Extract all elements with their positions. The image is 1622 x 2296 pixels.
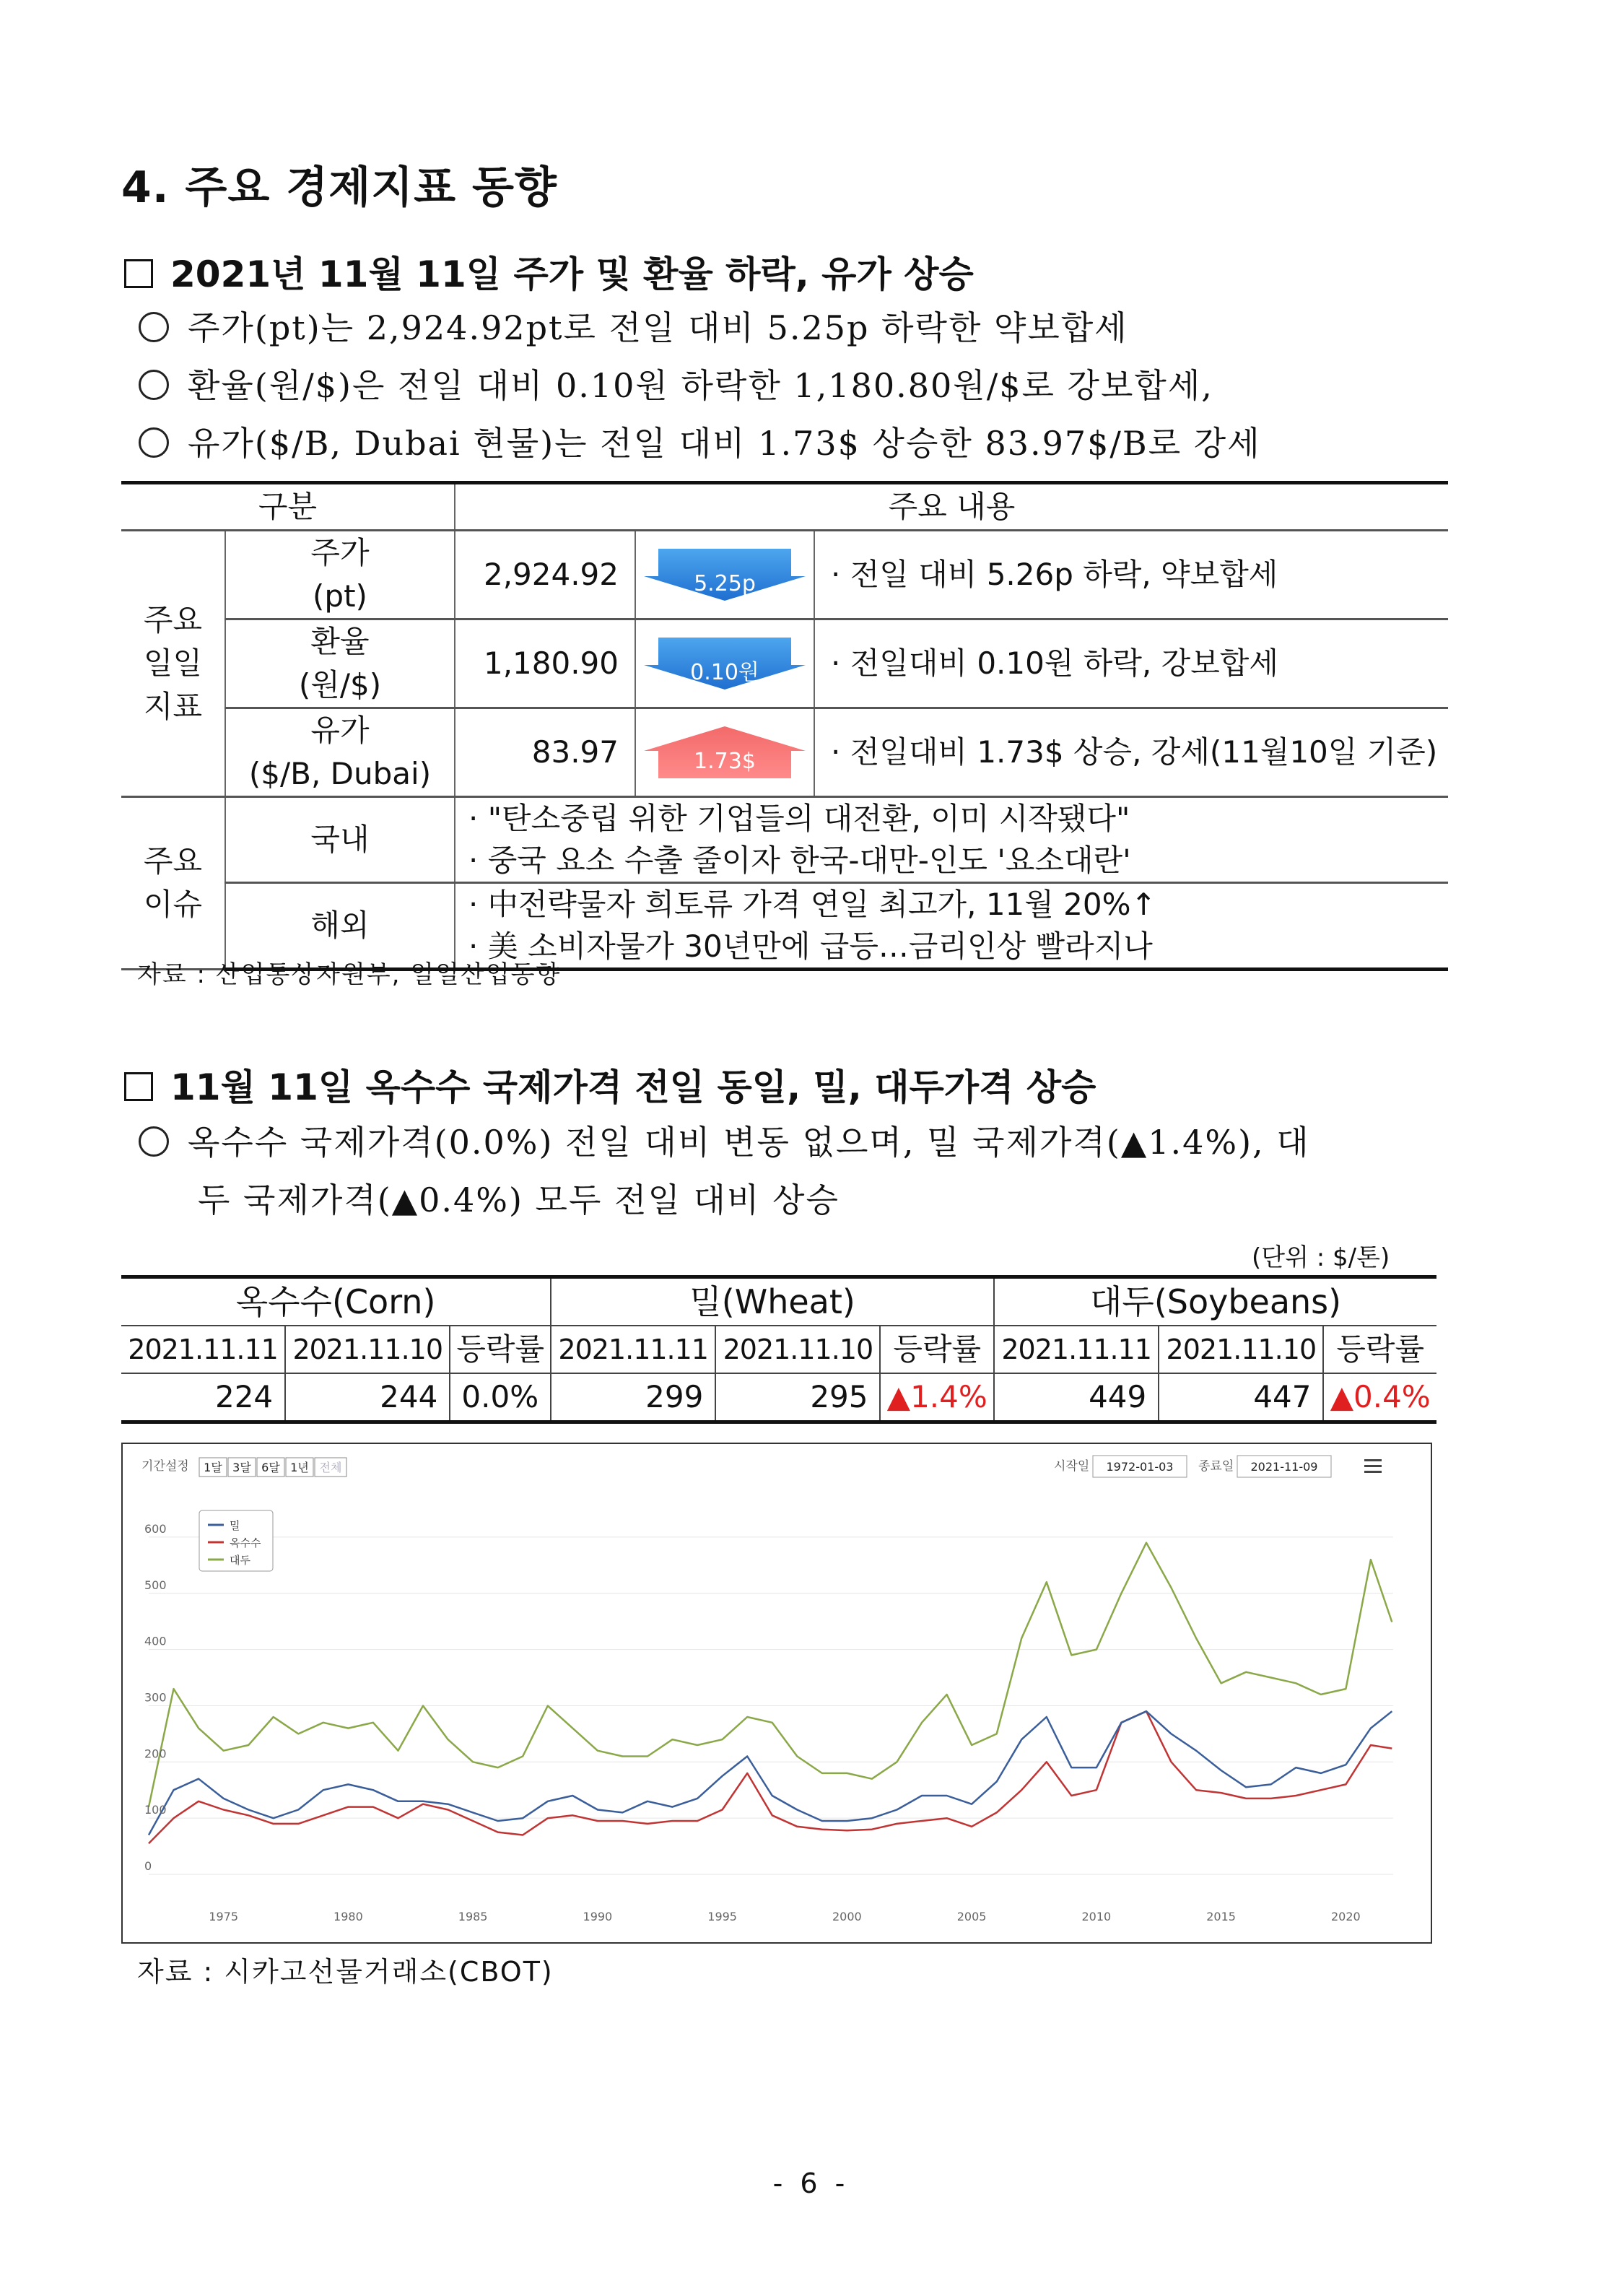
chart-series xyxy=(149,1543,1392,1844)
subheader-date-prev: 2021.11.10 xyxy=(1159,1326,1323,1373)
corn-today: 224 xyxy=(121,1373,285,1422)
change-exchange xyxy=(635,619,814,708)
y-tick-label: 300 xyxy=(144,1690,167,1705)
item-oil: 유가 ($/B, Dubai) xyxy=(225,708,455,797)
up-arrow-icon: 1.73$ xyxy=(644,726,806,778)
group-wheat: 밀(Wheat) xyxy=(551,1277,994,1326)
issue-overseas: · 中전략물자 희토류 가격 연일 최고가, 11월 20%↑ · 美 소비자물가 30년만에 급등…금리인상 빨라지나 xyxy=(455,883,1448,970)
block1-heading-text: 2021년 11월 11일 주가 및 환율 하락, 유가 상승 xyxy=(170,253,974,295)
soy-rate: ▲0.4% xyxy=(1323,1373,1436,1422)
x-tick-label: 1975 xyxy=(209,1910,239,1923)
item-exchange: 환율 (원/$) xyxy=(225,619,455,708)
subheader-rate: 등락률 xyxy=(450,1326,551,1373)
group-corn: 옥수수(Corn) xyxy=(121,1277,551,1326)
subheader-rate: 등락률 xyxy=(880,1326,994,1373)
svg-text:1년: 1년 xyxy=(290,1461,309,1474)
bullet-text: 환율(원/$)은 전일 대비 0.10원 하락한 1,180.80원/$로 강보합세, xyxy=(188,366,1213,405)
start-date-input[interactable] xyxy=(1093,1456,1187,1477)
square-bullet-icon xyxy=(124,259,153,288)
period-button-3m[interactable] xyxy=(228,1458,256,1477)
end-date-input[interactable] xyxy=(1237,1456,1331,1477)
wheat-prev: 295 xyxy=(715,1373,880,1422)
group-soybeans: 대두(Soybeans) xyxy=(994,1277,1436,1326)
svg-text:전체: 전체 xyxy=(319,1461,342,1474)
value-exchange: 1,180.90 xyxy=(455,619,635,708)
change-oil xyxy=(635,708,814,797)
x-tick-label: 1995 xyxy=(707,1910,737,1923)
square-bullet-icon xyxy=(124,1072,153,1101)
change-stock xyxy=(635,531,814,619)
grain-price-table xyxy=(121,1275,1436,1424)
group-label-issues: 주요 이슈 xyxy=(121,797,225,970)
block2-bullet-line2: 두 국제가격(▲0.4%) 모두 전일 대비 상승 xyxy=(198,1180,840,1219)
hamburger-menu-icon[interactable] xyxy=(1364,1459,1382,1473)
circle-bullet-icon xyxy=(139,312,169,342)
y-tick-label: 0 xyxy=(144,1859,152,1873)
header-category: 구분 xyxy=(121,483,455,531)
chart-grid xyxy=(149,1537,1393,1874)
bullet-text: 주가(pt)는 2,924.92pt로 전일 대비 5.25p 하락한 약보합세 xyxy=(188,308,1128,347)
x-tick-label: 2020 xyxy=(1330,1910,1361,1923)
subheader-date-today: 2021.11.11 xyxy=(994,1326,1159,1373)
svg-text:6달: 6달 xyxy=(261,1461,280,1474)
issue-domestic: · "탄소중립 위한 기업들의 대전환, 이미 시작됐다" · 중국 요소 수출 줄이자 한국-대만-인도 '요소대란' xyxy=(455,797,1448,883)
desc-exchange: · 전일대비 0.10원 하락, 강보합세 xyxy=(814,619,1448,708)
wheat-today: 299 xyxy=(551,1373,715,1422)
circle-bullet-icon xyxy=(139,370,169,400)
end-label: 종료일 xyxy=(1198,1459,1234,1474)
y-tick-label: 600 xyxy=(144,1521,167,1536)
circle-bullet-icon xyxy=(139,1126,169,1157)
block2-heading xyxy=(124,1058,1096,1110)
svg-text:2021-11-09: 2021-11-09 xyxy=(1250,1460,1318,1474)
period-button-all[interactable] xyxy=(315,1458,346,1477)
soy-prev: 447 xyxy=(1159,1373,1323,1422)
issue-label-overseas: 해외 xyxy=(225,883,455,970)
period-button-1m[interactable] xyxy=(199,1458,227,1477)
down-arrow-icon: 5.25p xyxy=(644,549,806,601)
block2-bullet-line1 xyxy=(139,1116,1310,1164)
block1-bullet-1 xyxy=(139,302,1128,349)
subheader-date-today: 2021.11.11 xyxy=(121,1326,285,1373)
value-stock: 2,924.92 xyxy=(455,531,635,619)
series-line-wheat xyxy=(149,1711,1392,1835)
legend-label: 대두 xyxy=(230,1554,250,1567)
x-tick-label: 2005 xyxy=(956,1910,987,1923)
block1-heading xyxy=(124,245,974,297)
x-tick-label: 2010 xyxy=(1081,1910,1112,1923)
issue-label-domestic: 국내 xyxy=(225,797,455,883)
subheader-date-prev: 2021.11.10 xyxy=(715,1326,880,1373)
indicator-table xyxy=(121,481,1448,971)
x-tick-label: 2000 xyxy=(832,1910,862,1923)
start-label: 시작일 xyxy=(1054,1459,1090,1474)
soy-today: 449 xyxy=(994,1373,1159,1422)
down-arrow-icon: 0.10원 xyxy=(644,638,806,690)
block2-heading-text: 11월 11일 옥수수 국제가격 전일 동일, 밀, 대두가격 상승 xyxy=(170,1066,1096,1108)
x-tick-label: 1985 xyxy=(458,1910,488,1923)
bullet-text: 옥수수 국제가격(0.0%) 전일 대비 변동 없으며, 밀 국제가격(▲1.4%), 대 xyxy=(188,1123,1310,1162)
circle-bullet-icon xyxy=(139,427,169,458)
block1-bullet-2 xyxy=(139,360,1213,407)
series-line-corn xyxy=(149,1711,1392,1843)
item-stock: 주가 (pt) xyxy=(225,531,455,619)
table1-source: 자료 : 산업통상자원부, 일일산업동향 xyxy=(137,960,562,989)
header-content: 주요 내용 xyxy=(455,483,1448,531)
period-label: 기간설정 xyxy=(141,1459,189,1474)
page-number: - 6 - xyxy=(772,2167,850,2199)
chart-svg xyxy=(123,1444,1431,1942)
svg-text:1972-01-03: 1972-01-03 xyxy=(1106,1460,1174,1474)
section-title: 4. 주요 경제지표 동향 xyxy=(121,162,557,213)
subheader-rate: 등락률 xyxy=(1323,1326,1436,1373)
svg-text:3달: 3달 xyxy=(232,1461,251,1474)
x-tick-label: 1990 xyxy=(583,1910,613,1923)
value-oil: 83.97 xyxy=(455,708,635,797)
legend-label: 밀 xyxy=(230,1519,240,1532)
period-button-1y[interactable] xyxy=(286,1458,313,1477)
corn-prev: 244 xyxy=(285,1373,450,1422)
y-tick-label: 400 xyxy=(144,1634,167,1648)
desc-stock: · 전일 대비 5.26p 하락, 약보합세 xyxy=(814,531,1448,619)
grain-price-chart xyxy=(121,1443,1432,1944)
block1-bullet-3 xyxy=(139,417,1261,465)
desc-oil: · 전일대비 1.73$ 상승, 강세(11월10일 기준) xyxy=(814,708,1448,797)
chart-source: 자료 : 시카고선물거래소(CBOT) xyxy=(137,1956,554,1988)
y-tick-label: 200 xyxy=(144,1747,167,1761)
period-button-6m[interactable] xyxy=(257,1458,284,1477)
svg-text:1달: 1달 xyxy=(204,1461,222,1474)
corn-rate: 0.0% xyxy=(450,1373,551,1422)
x-tick-label: 2015 xyxy=(1206,1910,1236,1923)
subheader-date-prev: 2021.11.10 xyxy=(285,1326,450,1373)
subheader-date-today: 2021.11.11 xyxy=(551,1326,715,1373)
bullet-text: 유가($/B, Dubai 현물)는 전일 대비 1.73$ 상승한 83.97$/B로 강세 xyxy=(188,424,1261,463)
y-tick-label: 500 xyxy=(144,1578,167,1592)
group-label-daily: 주요 일일 지표 xyxy=(121,531,225,797)
series-line-soybeans xyxy=(149,1543,1392,1807)
unit-label: (단위 : $/톤) xyxy=(1252,1243,1390,1272)
chart-legend xyxy=(199,1510,273,1571)
y-tick-label: 100 xyxy=(144,1803,167,1817)
x-tick-label: 1980 xyxy=(333,1910,363,1923)
legend-label: 옥수수 xyxy=(230,1536,261,1549)
wheat-rate: ▲1.4% xyxy=(880,1373,994,1422)
